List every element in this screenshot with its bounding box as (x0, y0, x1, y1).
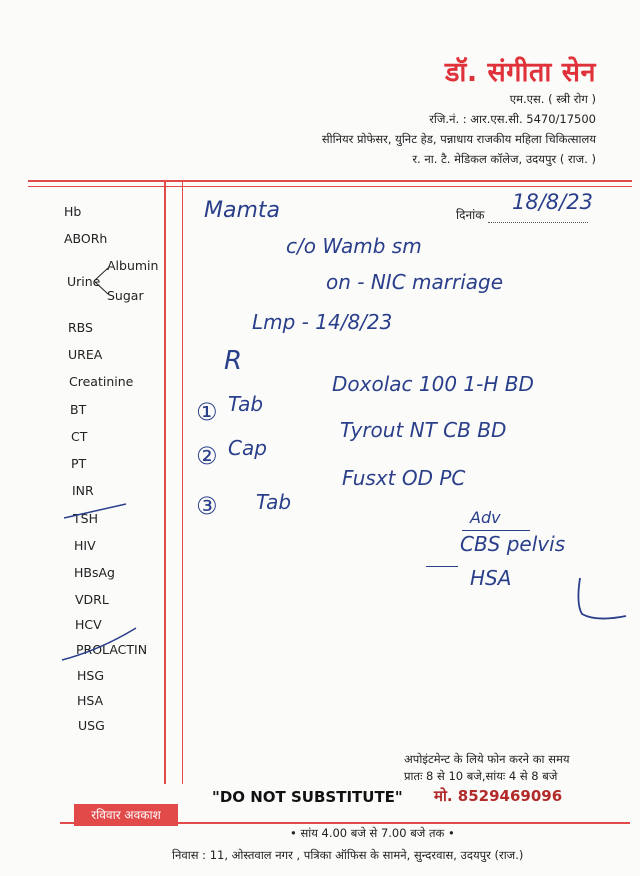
evening-timing: • सांय 4.00 बजे से 7.00 बजे तक • (290, 826, 455, 840)
doctor-degree: एम.एस. ( स्त्री रोग ) (509, 92, 596, 106)
date-label: दिनांक (456, 206, 588, 223)
test-urine: Urine (67, 274, 101, 289)
test-vdrl: VDRL (75, 592, 109, 607)
doctor-designation: सीनियर प्रोफेसर, युनिट हेड, पन्नाधाय राजकीय महिला चिकित्सालय (321, 132, 596, 146)
college-name: र. ना. टै. मेडिकल कॉलेज, उदयपुर ( राज. ) (412, 152, 596, 166)
mobile-number: मो. 8529469096 (434, 787, 563, 805)
do-not-substitute: "DO NOT SUBSTITUTE" (212, 788, 403, 806)
date-value: 18/8/23 (512, 190, 593, 214)
med-1-form: Tab (228, 392, 264, 416)
appointment-heading: अपोइंटमेन्ट के लिये फोन करने का समय (404, 752, 570, 766)
med-1: Doxolac 100 1-H BD (332, 372, 534, 396)
test-pt: PT (71, 456, 87, 471)
med-2: Tyrout NT CB BD (340, 418, 507, 442)
advice-label: Adv (470, 508, 501, 527)
med-3: Fusxt OD PC (342, 466, 466, 490)
test-rbs: RBS (68, 320, 93, 335)
advice-underline (462, 530, 530, 531)
med-1-number: ① (196, 398, 218, 426)
advice-dash (426, 566, 458, 567)
test-bt: BT (70, 402, 87, 417)
lmp-line: Lmp - 14/8/23 (252, 310, 393, 334)
test-urea: UREA (68, 347, 103, 362)
test-usg: USG (78, 718, 105, 733)
med-3-number: ③ (196, 492, 218, 520)
clinic-address: निवास : 11, ओस्तवाल नगर , पत्रिका ऑफिस के सामने, सुन्दरवास, उदयपुर (राज.) (172, 848, 524, 862)
test-inr: INR (72, 483, 94, 498)
doctor-name: डॉ. संगीता सेन (444, 57, 596, 88)
test-hsg: HSG (77, 668, 105, 683)
test-tsh: TSH (73, 511, 98, 526)
advice-1: CBS pelvis (460, 532, 566, 556)
appointment-time: प्रातः 8 से 10 बजे,सांयः 4 से 8 बजे (404, 769, 558, 783)
complaint-line-1: c/o Wamb sm (286, 234, 422, 258)
test-hb: Hb (64, 204, 82, 219)
med-2-form: Cap (228, 436, 267, 460)
pen-tick-marks (60, 500, 160, 670)
test-hiv: HIV (74, 538, 96, 553)
advice-2: HSA (470, 566, 512, 590)
tests-column-divider (164, 180, 166, 784)
header-divider-thin (28, 186, 632, 187)
med-3-form: Tab (256, 490, 292, 514)
header-divider (28, 180, 632, 182)
test-prolactin: PROLACTIN (76, 642, 148, 657)
rx-symbol: R (224, 346, 243, 376)
test-albumin: Albumin (107, 258, 159, 273)
doctor-signature (566, 574, 632, 630)
test-hsa: HSA (77, 693, 104, 708)
complaint-line-2: on - NIC marriage (326, 270, 504, 294)
test-hcv: HCV (75, 617, 102, 632)
sunday-holiday-badge: रविवार अवकाश (74, 804, 178, 826)
patient-name: Mamta (204, 198, 281, 223)
registration-number: रजि.नं. : आर.एस.सी. 5470/17500 (429, 112, 596, 126)
test-ct: CT (71, 429, 88, 444)
tests-column-divider-inner (182, 180, 183, 784)
test-hbsag: HBsAg (74, 565, 115, 580)
test-creatinine: Creatinine (69, 374, 134, 389)
test-sugar: Sugar (107, 288, 144, 303)
test-aborh: ABORh (64, 231, 108, 246)
med-2-number: ② (196, 442, 218, 470)
